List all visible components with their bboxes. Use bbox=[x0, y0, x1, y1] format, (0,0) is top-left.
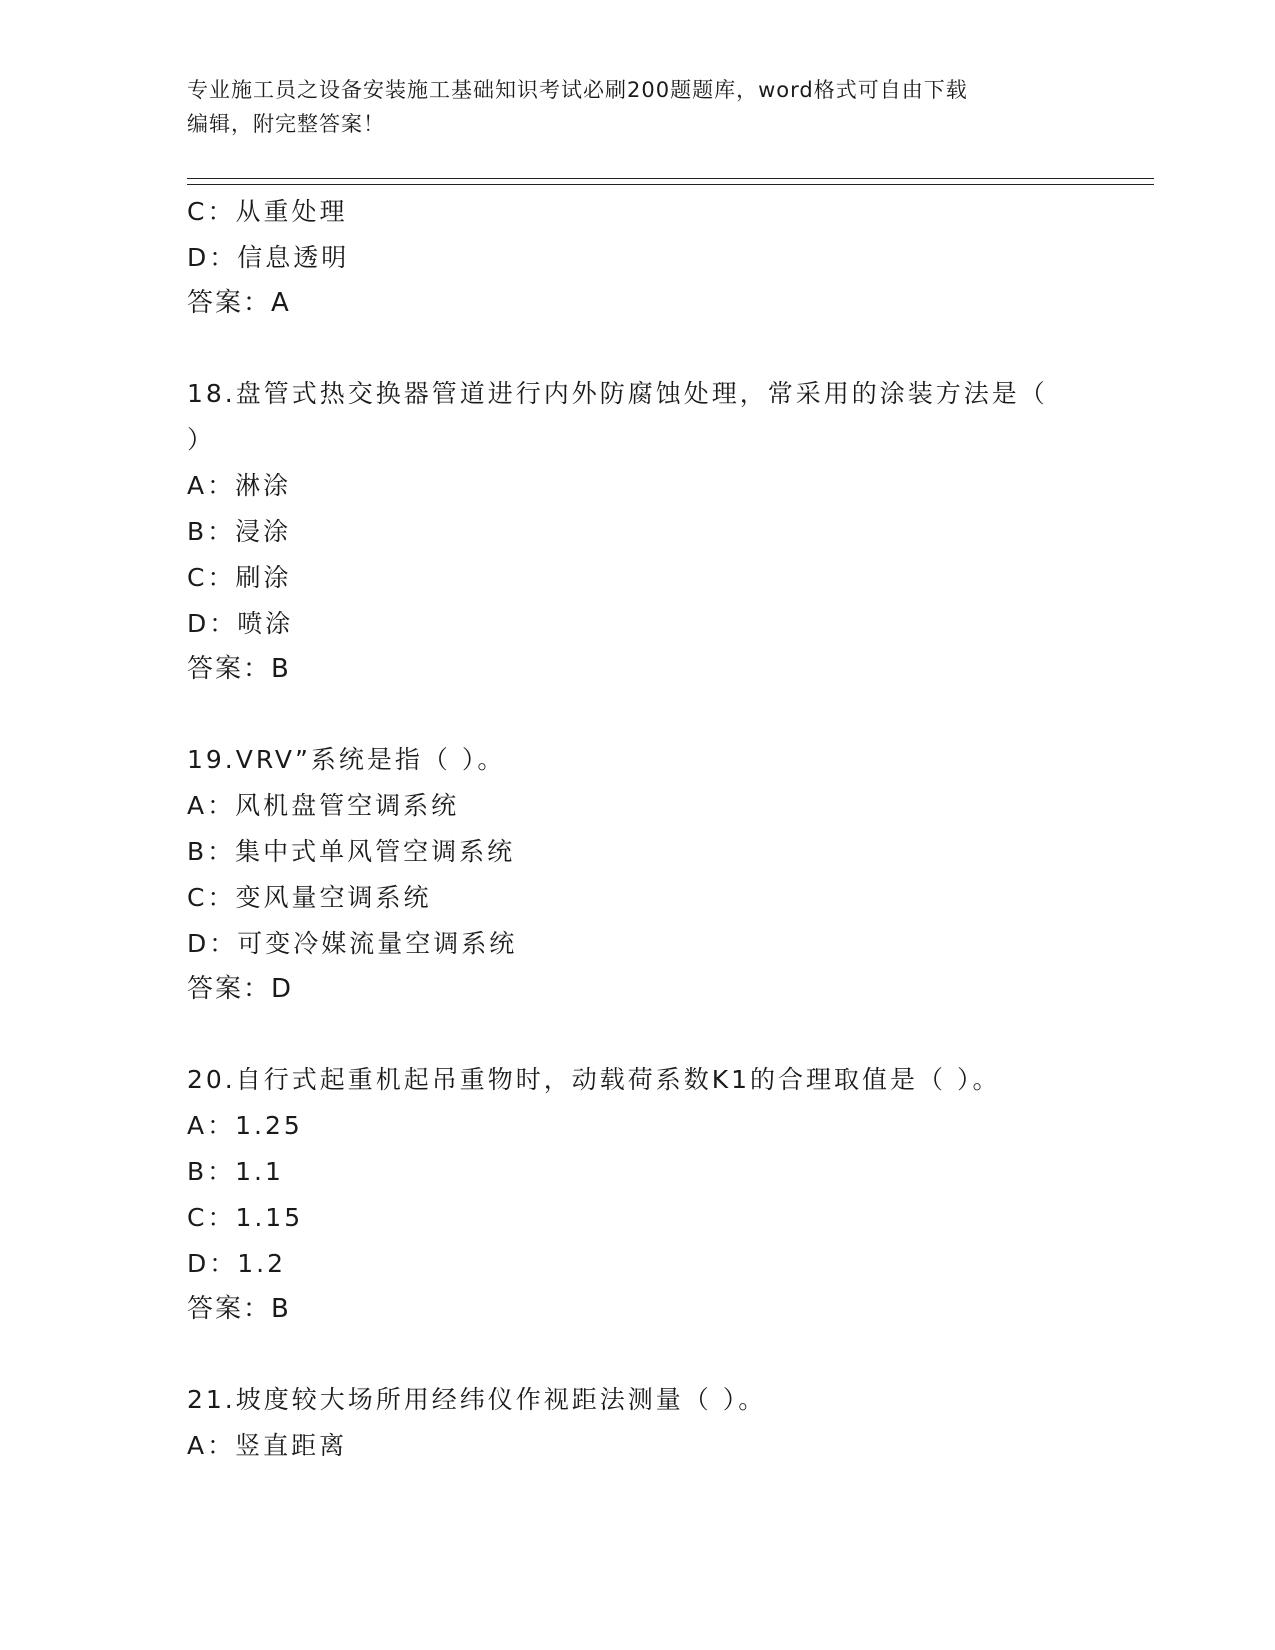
option-b: B：1.1 bbox=[187, 1157, 284, 1186]
question-18 bbox=[187, 371, 1107, 691]
spacer bbox=[187, 325, 1107, 371]
option-d: D：1.2 bbox=[187, 1249, 287, 1278]
option-c: C：刷涂 bbox=[187, 563, 292, 592]
option-d: D：喷涂 bbox=[187, 609, 294, 638]
header-divider bbox=[187, 178, 1154, 185]
option-a: A：1.25 bbox=[187, 1111, 303, 1140]
question-17 bbox=[187, 189, 1107, 325]
answer: 答案：B bbox=[187, 1294, 291, 1324]
option-c: C：变风量空调系统 bbox=[187, 883, 432, 912]
page-header bbox=[187, 73, 1087, 141]
question-stem: 20.自行式起重机起吊重物时，动载荷系数K1的合理取值是（ ）。 bbox=[187, 1065, 1001, 1094]
question-19 bbox=[187, 737, 1107, 1011]
option-c: C：1.15 bbox=[187, 1203, 304, 1232]
option-c: C：从重处理 bbox=[187, 197, 348, 226]
question-21 bbox=[187, 1377, 1107, 1469]
spacer bbox=[187, 1011, 1107, 1057]
document-body bbox=[187, 189, 1107, 1469]
header-title-line2: 编辑，附完整答案！ bbox=[187, 112, 385, 136]
option-a: A：竖直距离 bbox=[187, 1431, 348, 1460]
option-d: D：可变冷媒流量空调系统 bbox=[187, 929, 518, 958]
answer: 答案：B bbox=[187, 654, 291, 684]
answer: 答案：D bbox=[187, 974, 294, 1004]
option-d: D：信息透明 bbox=[187, 243, 350, 272]
question-stem: 18.盘管式热交换器管道进行内外防腐蚀处理，常采用的涂装方法是（ bbox=[187, 379, 1048, 408]
option-a: A：风机盘管空调系统 bbox=[187, 791, 460, 820]
question-20 bbox=[187, 1057, 1107, 1331]
spacer bbox=[187, 1331, 1107, 1377]
spacer bbox=[187, 691, 1107, 737]
option-b: B：浸涂 bbox=[187, 517, 292, 546]
question-stem: 21.坡度较大场所用经纬仪作视距法测量（ ）。 bbox=[187, 1385, 767, 1414]
option-a: A：淋涂 bbox=[187, 471, 292, 500]
question-stem-continued: ） bbox=[187, 425, 216, 454]
answer: 答案：A bbox=[187, 288, 291, 318]
question-stem: 19.VRV”系统是指（ ）。 bbox=[187, 745, 506, 774]
option-b: B：集中式单风管空调系统 bbox=[187, 837, 516, 866]
header-title-line1: 专业施工员之设备安装施工基础知识考试必刷200题题库，word格式可自由下载 bbox=[187, 78, 968, 102]
